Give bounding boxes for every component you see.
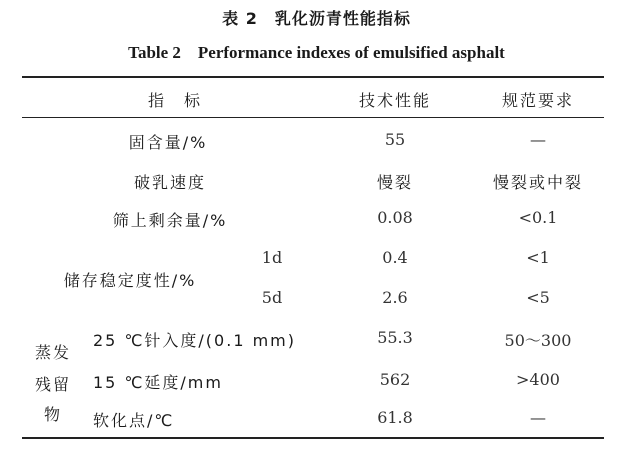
row-sieve-index: 筛上剩余量/% <box>112 211 228 230</box>
row-solid-content-index: 固含量/% <box>128 133 208 152</box>
row-solid-content-value: 55 <box>384 130 406 149</box>
row-solid-content-requirement: — <box>530 130 546 149</box>
row-penetration-index: 25 ℃针入度/(0.1 mm) <box>93 331 296 350</box>
table-header-rule <box>22 117 604 118</box>
row-sieve-requirement: <0.1 <box>518 208 558 227</box>
table-bottom-rule <box>22 437 604 439</box>
row-ductility-requirement: >400 <box>516 370 560 389</box>
group-label-line-1: 蒸发 <box>34 343 72 362</box>
row-softening-value: 61.8 <box>377 408 413 427</box>
row-demulsify-value: 慢裂 <box>376 173 414 192</box>
group-label-line-3: 物 <box>43 405 63 424</box>
table-caption-en: Table 2 Performance indexes of emulsified asphalt <box>128 43 505 62</box>
row-penetration-requirement: 50～300 <box>504 331 572 350</box>
row-ductility-value: 562 <box>379 370 411 389</box>
row-storage-1d-value: 0.4 <box>382 248 408 267</box>
row-demulsify-index: 破乳速度 <box>133 173 207 192</box>
row-storage-index: 储存稳定度性/% <box>63 271 197 290</box>
row-ductility-index: 15 ℃延度/mm <box>93 373 223 392</box>
row-penetration-value: 55.3 <box>377 328 413 347</box>
row-sieve-value: 0.08 <box>377 208 413 227</box>
row-demulsify-requirement: 慢裂或中裂 <box>492 173 584 192</box>
row-storage-sub-1d: 1d <box>261 248 283 267</box>
row-storage-5d-requirement: <5 <box>526 288 550 307</box>
table-caption-cn: 表 2 乳化沥青性能指标 <box>222 9 411 28</box>
row-storage-5d-value: 2.6 <box>382 288 408 307</box>
table-top-rule <box>22 76 604 78</box>
group-label-line-2: 残留 <box>34 375 72 394</box>
header-performance: 技术性能 <box>358 91 432 110</box>
header-index: 指 标 <box>147 91 203 110</box>
row-storage-1d-requirement: <1 <box>526 248 550 267</box>
header-requirement: 规范要求 <box>501 91 575 110</box>
row-storage-sub-5d: 5d <box>261 288 283 307</box>
row-softening-index: 软化点/℃ <box>93 411 175 430</box>
row-softening-requirement: — <box>530 408 546 427</box>
